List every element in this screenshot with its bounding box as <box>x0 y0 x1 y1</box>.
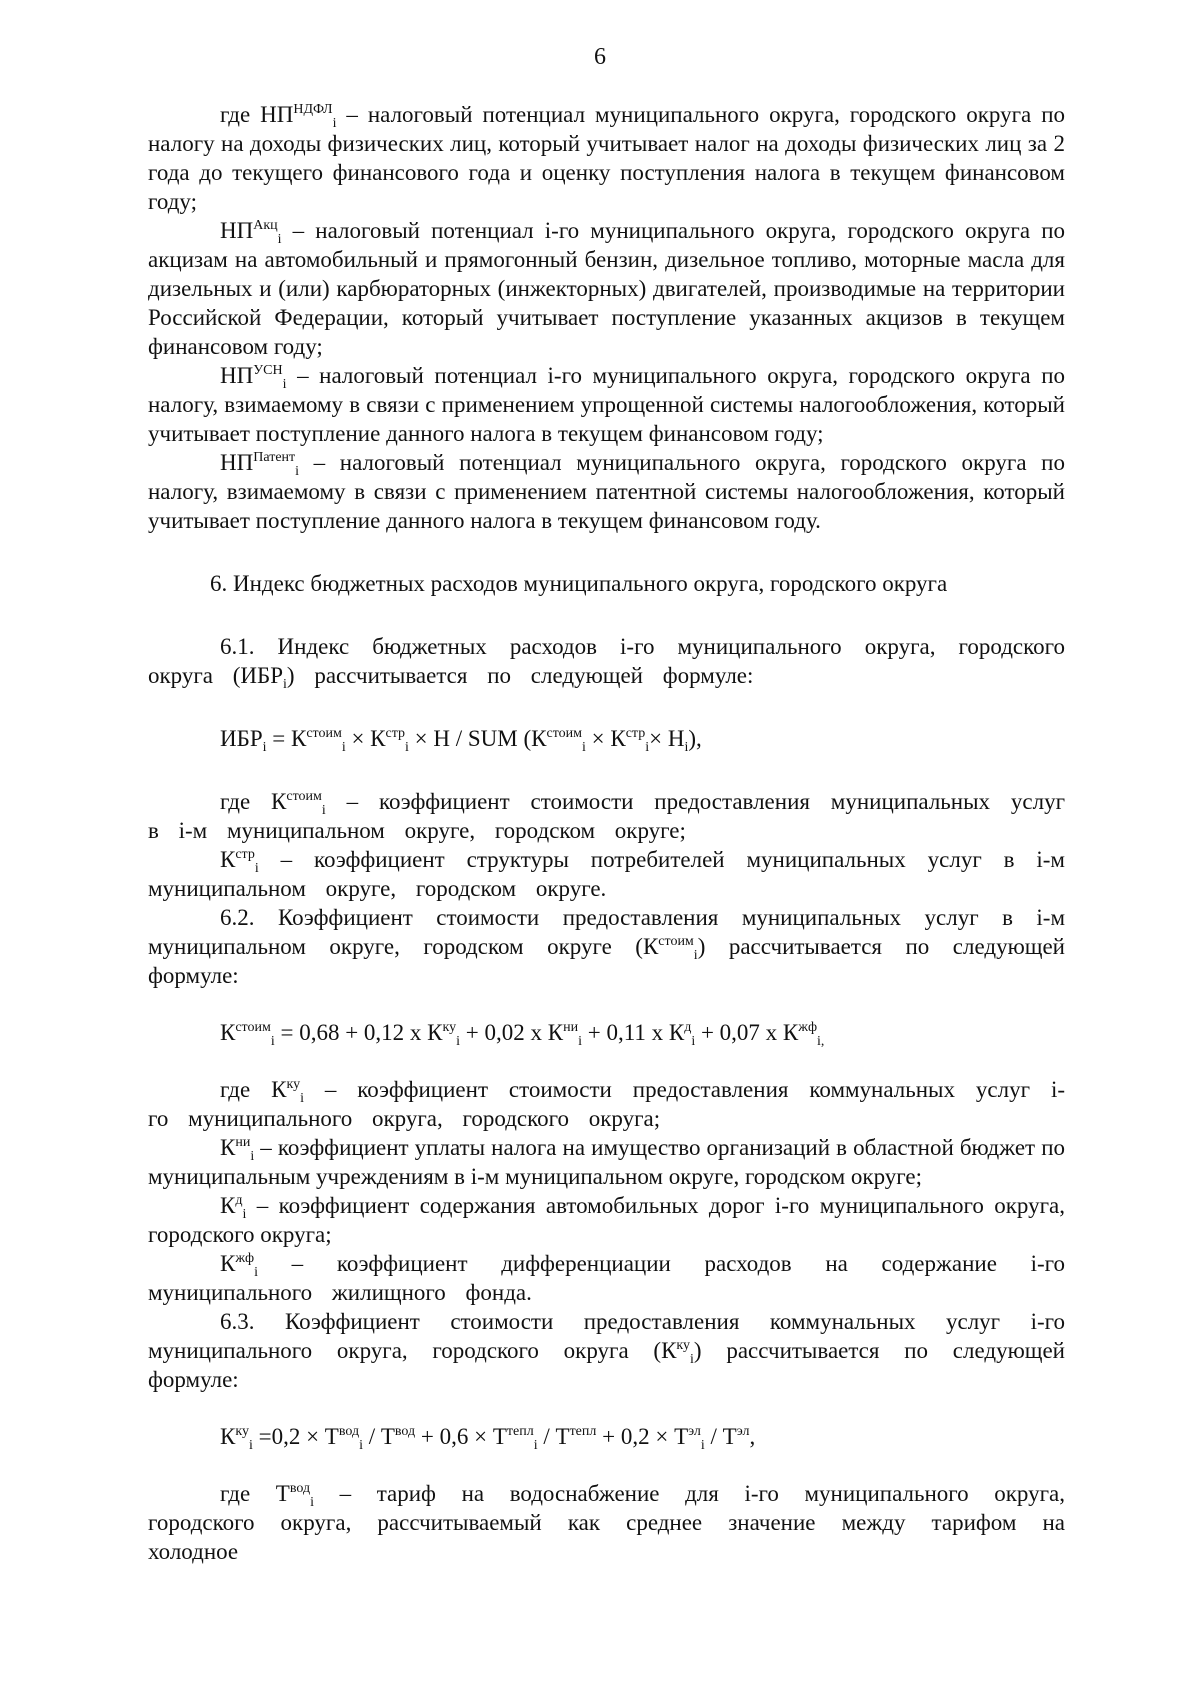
definition-text: – налоговый потенциал i-го муниципального округа, городского округа по акцизам на автомобильный и прямогонный бензин, дизельное топливо, моторные масла для дизельных и (или) карбюраторных (инжекторных) двигателей, производимые на территории Российской Федерации, который учитывает поступление указанных акцизов в текущем финансовом году; <box>148 218 1065 359</box>
paragraph-6-1 <box>148 632 1065 690</box>
subscript: i <box>341 740 346 755</box>
formula-term: × Н <box>649 726 685 751</box>
superscript: стоим <box>306 726 342 741</box>
subscript: i <box>684 740 689 755</box>
definition-kzhf <box>148 1249 1065 1307</box>
spacer <box>148 1451 1065 1479</box>
subscript: i <box>645 740 650 755</box>
superscript: эл <box>736 1424 750 1439</box>
paragraph-text: ) рассчитывается по следующей формуле: <box>286 663 754 688</box>
subscript: i <box>242 1207 247 1222</box>
superscript: Патент <box>253 450 296 465</box>
superscript: жф <box>235 1251 255 1266</box>
definition-tvod <box>148 1479 1065 1566</box>
superscript: ни <box>563 1020 579 1035</box>
superscript: стоим <box>546 726 582 741</box>
symbol: НП <box>260 102 294 127</box>
formula-term: / Т <box>362 1424 395 1449</box>
definition-lead: где Т <box>220 1481 290 1506</box>
subscript: i <box>321 803 326 818</box>
definition-lead: К <box>220 847 236 872</box>
subscript: i <box>332 116 337 131</box>
symbol: НП <box>220 363 254 388</box>
superscript: д <box>235 1193 243 1208</box>
formula-term: + 0,07 х К <box>695 1020 799 1045</box>
definition-text: – коэффициент дифференциации расходов на содержание i-го муниципального жилищного фонда. <box>148 1251 1065 1305</box>
definition-text: – коэффициент уплаты налога на имущество организаций в областной бюджет по муниципальным учреждениям в i-м муниципальном округе, городском округе; <box>148 1135 1065 1189</box>
subscript: i <box>405 740 409 755</box>
definition-lead: К <box>220 1135 236 1160</box>
formula-term: К <box>220 1424 236 1449</box>
superscript: стр <box>235 847 255 862</box>
subscript: i <box>277 232 282 247</box>
formula-term: / Т <box>704 1424 737 1449</box>
definition-lead: где <box>220 102 261 127</box>
subscript: i <box>295 464 300 479</box>
definition-kstoim <box>148 787 1065 845</box>
subscript: i <box>270 1034 275 1049</box>
formula-term: =0,2 × Т <box>252 1424 339 1449</box>
subscript: i <box>250 1149 255 1164</box>
subscript: i <box>578 1034 582 1049</box>
definition-lead: К <box>220 1251 236 1276</box>
definition-text: – налоговый потенциал муниципального округа, городского округа по налогу на доходы физических лиц, который учитывает налог на доходы физических лиц за 2 года до текущего финансового года и оценку поступления налога в текущем финансовом году; <box>148 102 1066 214</box>
paragraph-6-2 <box>148 903 1065 990</box>
superscript: стоим <box>658 934 694 949</box>
superscript: ку <box>235 1424 249 1439</box>
definition-text: – тариф на водоснабжение для i-го муниципального округа, городского округа, рассчитываемый как среднее значение между тарифом на холодное <box>148 1481 1065 1564</box>
subscript: i <box>283 677 287 692</box>
spacer <box>148 990 1065 1018</box>
subscript: i <box>693 948 698 963</box>
definition-usn <box>148 361 1065 448</box>
paragraph-text: ) рассчитывается по следующей формуле: <box>148 934 1065 988</box>
definition-lead: где К <box>220 789 287 814</box>
subscript: i <box>700 1438 705 1453</box>
superscript: стоим <box>235 1020 271 1035</box>
page-body <box>148 100 1065 1566</box>
formula-term: + 0,2 × Т <box>596 1424 689 1449</box>
formula-term: К <box>220 1020 236 1045</box>
subscript: i <box>310 1495 314 1510</box>
superscript: стр <box>385 726 406 741</box>
definition-lead: К <box>220 1193 236 1218</box>
definition-text: – налоговый потенциал муниципального округа, городского округа по налогу, взимаемому в связи с применением патентной системы налогообложения, который учитывает поступление данного налога в текущем финансовом году. <box>148 450 1065 533</box>
subscript: i <box>254 861 259 876</box>
superscript: ку <box>286 1077 301 1092</box>
definition-text: – коэффициент содержания автомобильных дорог i-го муниципального округа, городского округа; <box>148 1193 1065 1247</box>
formula-term: = К <box>266 726 307 751</box>
paragraph-text: 6.3. Коэффициент стоимости предоставления коммунальных услуг i-го муниципального округа, городского округа (К <box>148 1309 1065 1363</box>
superscript: тепл <box>569 1424 597 1439</box>
paragraph-text: 6.2. Коэффициент стоимости предоставления муниципальных услуг в i-м муниципальном округе, городском округе (К <box>148 905 1065 959</box>
definition-kstr <box>148 845 1065 903</box>
superscript: ку <box>676 1338 691 1353</box>
subscript: i <box>254 1265 258 1280</box>
symbol: НП <box>220 450 254 475</box>
formula-term: + 0,11 х К <box>581 1020 685 1045</box>
spacer <box>148 690 1065 724</box>
spacer <box>148 1047 1065 1075</box>
subscript: i, <box>817 1034 825 1049</box>
formula-term: ), <box>688 726 702 751</box>
page-number: 6 <box>594 44 606 70</box>
spacer <box>148 1394 1065 1422</box>
definition-text: – налоговый потенциал i-го муниципального округа, городского округа по налогу, взимаемому в связи с применением упрощенной системы налогообложения, который учитывает поступление данного налога в текущем финансовом году; <box>148 363 1065 446</box>
definition-ndfl <box>148 100 1065 216</box>
formula-term: + 0,6 × Т <box>415 1424 507 1449</box>
superscript: стоим <box>286 789 322 804</box>
definition-patent <box>148 448 1065 535</box>
formula-ibr <box>148 724 1065 753</box>
paragraph-text: ) рассчитывается по следующей формуле: <box>148 1338 1065 1392</box>
spacer <box>148 753 1065 787</box>
subscript: i <box>533 1438 538 1453</box>
superscript: вод <box>338 1424 360 1439</box>
subscript: i <box>456 1034 461 1049</box>
superscript: вод <box>289 1481 311 1496</box>
spacer <box>148 535 1065 569</box>
section-heading: 6. Индекс бюджетных расходов муниципального округа, городского округа <box>210 571 948 596</box>
subscript: i <box>691 1034 696 1049</box>
superscript: ку <box>442 1020 457 1035</box>
formula-kku <box>148 1422 1065 1451</box>
formula-term: / Т <box>537 1424 570 1449</box>
paragraph-text: 6.1. Индекс бюджетных расходов i-го муниципального округа, городского округа (ИБР <box>148 634 1065 688</box>
formula-term: = 0,68 + 0,12 х К <box>274 1020 443 1045</box>
subscript: i <box>282 377 287 392</box>
superscript: НДФЛ <box>293 102 333 117</box>
subscript: i <box>248 1438 253 1453</box>
formula-term: ИБР <box>220 726 263 751</box>
formula-kstoim <box>148 1018 1065 1047</box>
formula-term: × Н / SUM (К <box>408 726 547 751</box>
superscript: ни <box>235 1135 251 1150</box>
formula-term: + 0,02 х К <box>460 1020 564 1045</box>
superscript: Акц <box>253 218 278 233</box>
definition-kku <box>148 1075 1065 1133</box>
paragraph-6-3 <box>148 1307 1065 1394</box>
definition-lead: где К <box>220 1077 287 1102</box>
superscript: тепл <box>506 1424 534 1439</box>
superscript: жф <box>798 1020 818 1035</box>
superscript: вод <box>394 1424 416 1439</box>
symbol: НП <box>220 218 254 243</box>
definition-kni <box>148 1133 1065 1191</box>
subscript: i <box>582 740 586 755</box>
definition-akc <box>148 216 1065 361</box>
definition-kd <box>148 1191 1065 1249</box>
subscript: i <box>300 1091 304 1106</box>
definition-text: – коэффициент структуры потребителей муниципальных услуг в i-м муниципальном округе, городском округе. <box>148 847 1065 901</box>
superscript: эл <box>688 1424 701 1439</box>
subscript: i <box>690 1352 694 1367</box>
superscript: стр <box>625 726 646 741</box>
subscript: i <box>262 740 267 755</box>
superscript: д <box>684 1020 692 1035</box>
formula-term: , <box>749 1424 756 1449</box>
spacer <box>148 598 1065 632</box>
definition-text: – коэффициент стоимости предоставления коммунальных услуг i-го муниципального округа, городского округа; <box>148 1077 1066 1131</box>
formula-term: × К <box>585 726 626 751</box>
superscript: УСН <box>253 363 283 378</box>
definition-text: – коэффициент стоимости предоставления муниципальных услуг в i-м муниципальном округе, городском округе; <box>148 789 1066 843</box>
subscript: i <box>359 1438 363 1453</box>
formula-term: × К <box>345 726 386 751</box>
